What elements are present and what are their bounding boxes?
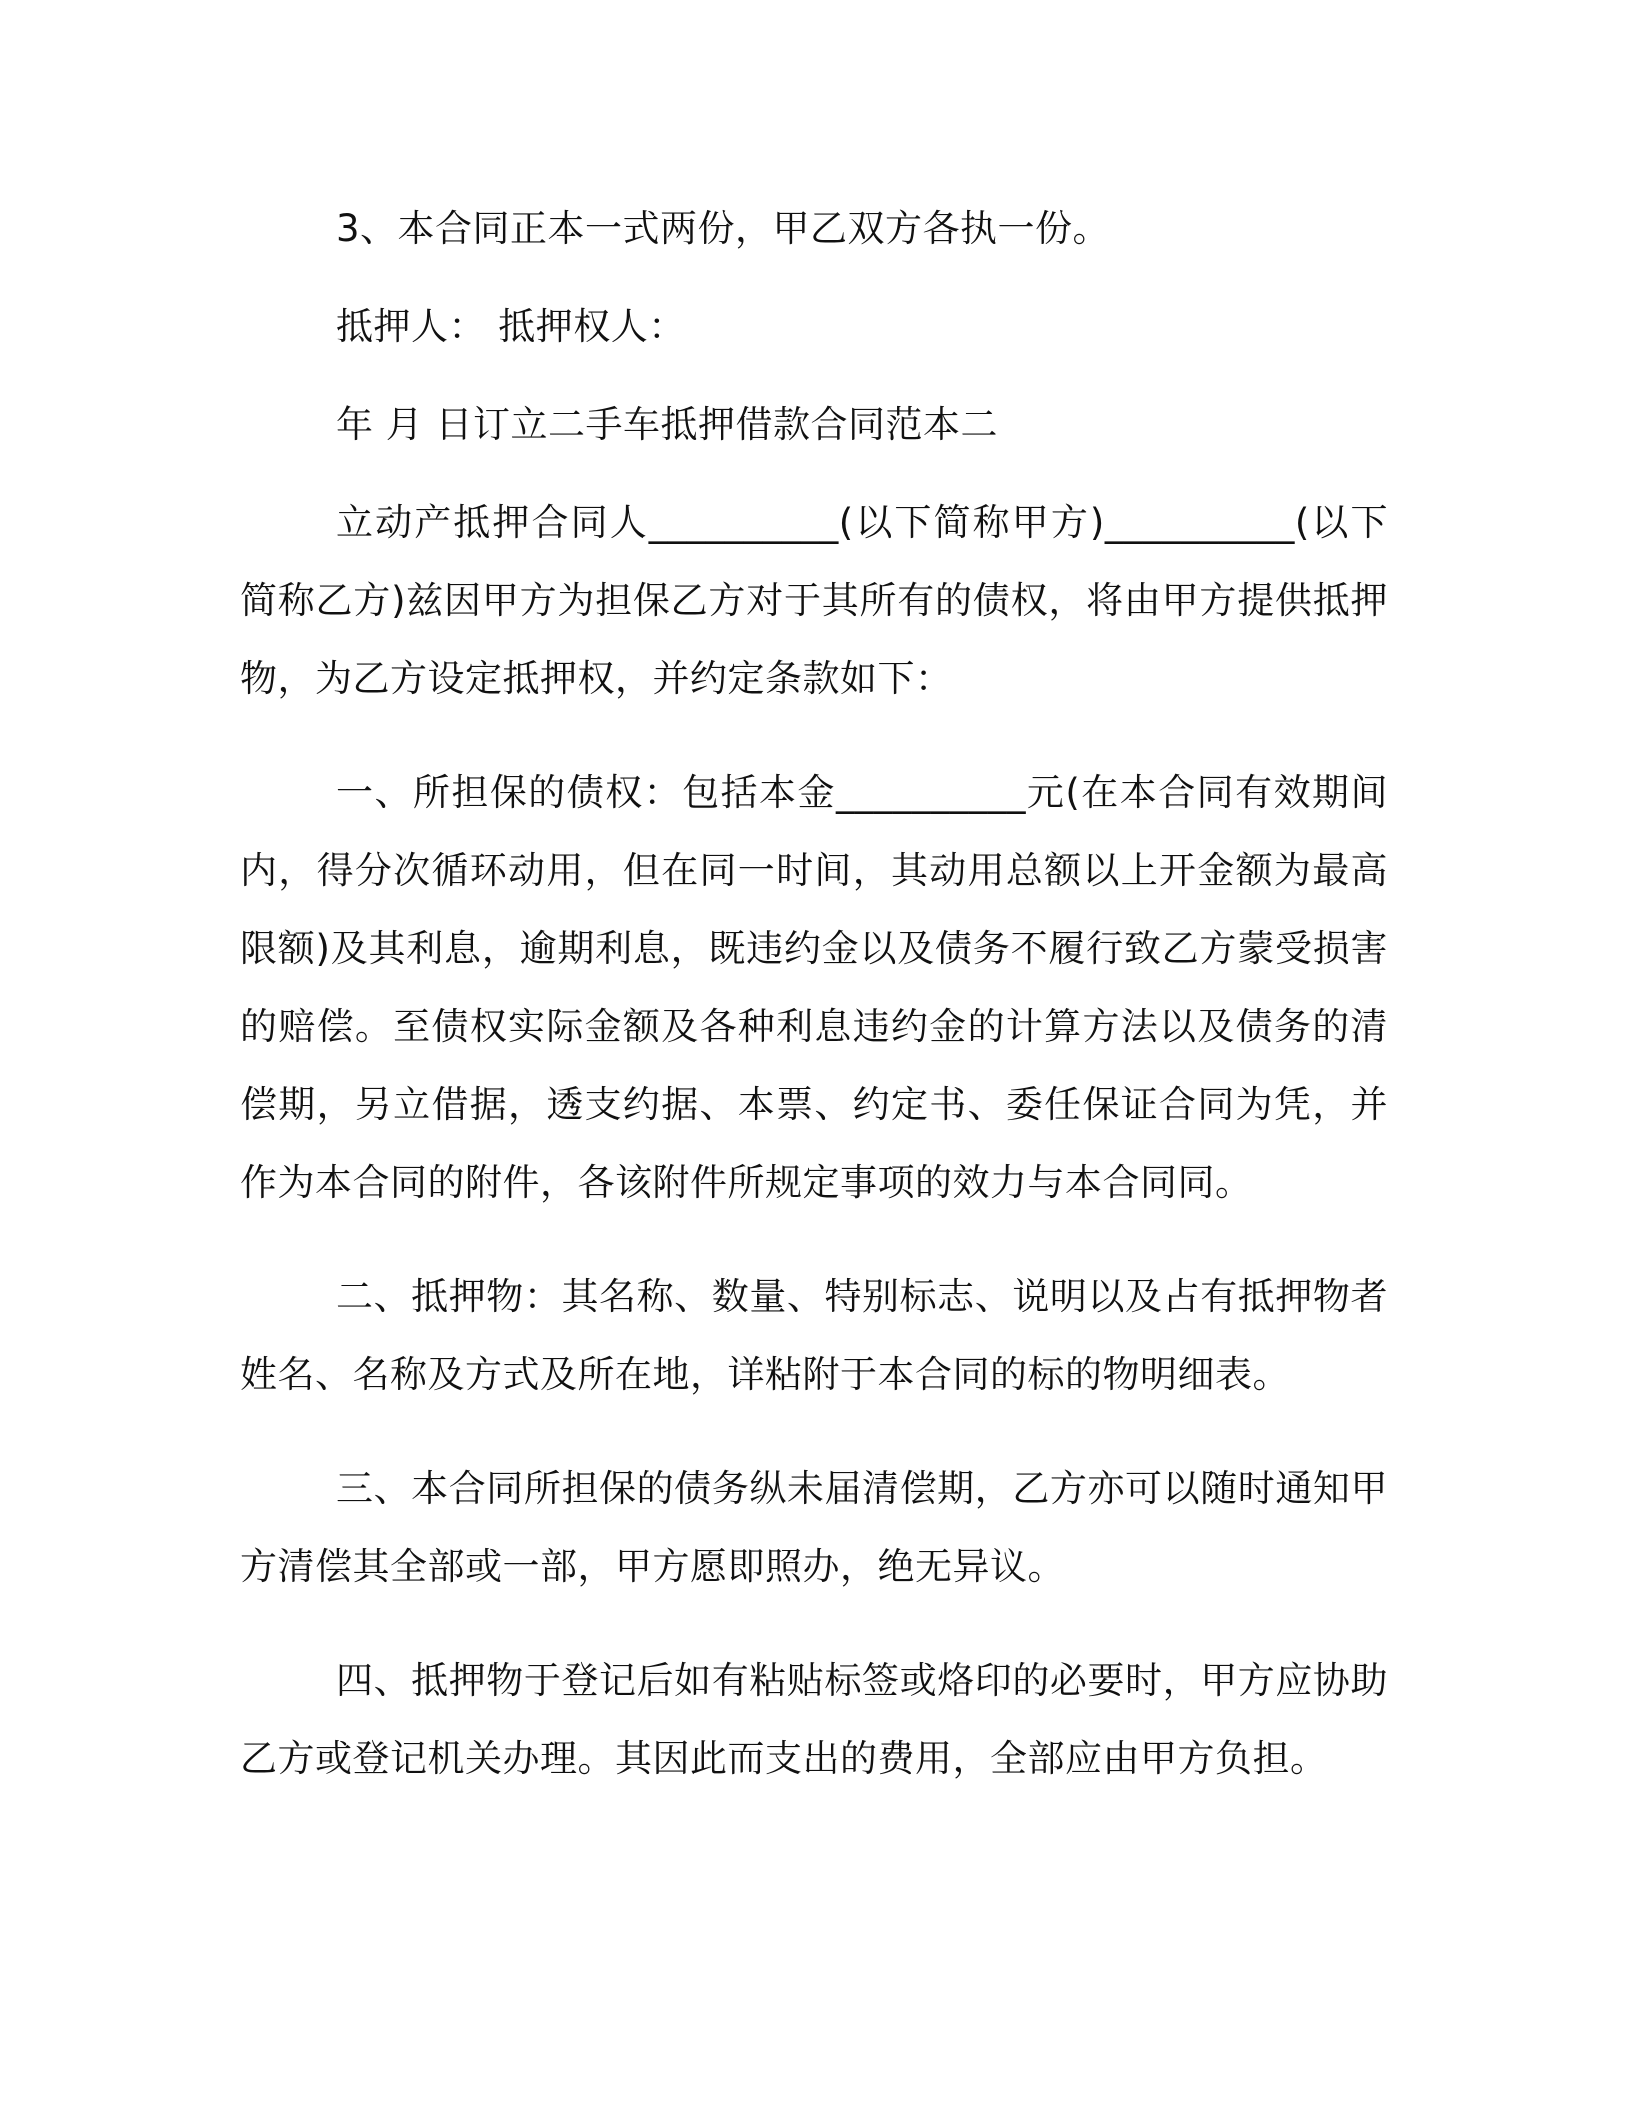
date-and-title-line: 年 月 日订立二手车抵押借款合同范本二 xyxy=(336,403,999,446)
document-page xyxy=(240,190,1388,1798)
clause-4-labeling-costs: 四、抵押物于登记后如有粘贴标签或烙印的必要时，甲方应协助乙方或登记机关办理。其因此而支出的费用，全部应由甲方负担。 xyxy=(240,1659,1388,1780)
clause-2-collateral: 二、抵押物：其名称、数量、特别标志、说明以及占有抵押物者姓名、名称及方式及所在地，详粘附于本合同的标的物明细表。 xyxy=(240,1275,1388,1396)
clause-1-secured-debt: 一、所担保的债权：包括本金__________元(在本合同有效期间内，得分次循环动用，但在同一时间，其动用总额以上开金额为最高限额)及其利息，逾期利息，既违约金以及债务不履行致乙方蒙受损害的赔偿。至债权实际金额及各种利息违约金的计算方法以及债务的清偿期，另立借据，透支约据、本票、约定书、委任保证合同为凭，并作为本合同的附件，各该附件所规定事项的效力与本合同同。 xyxy=(240,771,1388,1204)
clause-3-early-repayment: 三、本合同所担保的债务纵未届清偿期，乙方亦可以随时通知甲方清偿其全部或一部，甲方愿即照办，绝无异议。 xyxy=(240,1467,1388,1588)
signature-line: 抵押人： 抵押权人： xyxy=(336,305,686,348)
contract-preamble: 立动产抵押合同人__________(以下简称甲方)__________(以下简称乙方)兹因甲方为担保乙方对于其所有的债权，将由甲方提供抵押物，为乙方设定抵押权，并约定条款如下： xyxy=(240,501,1388,700)
clause-copies: 3、本合同正本一式两份，甲乙双方各执一份。 xyxy=(336,207,1111,250)
